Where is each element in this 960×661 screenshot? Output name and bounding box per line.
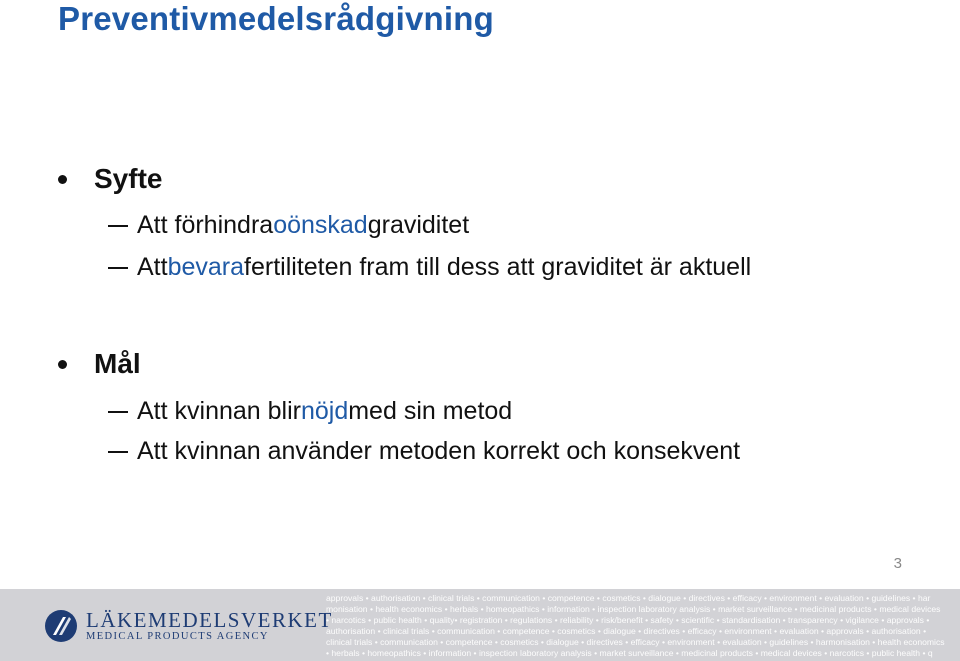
sub-item-text-after: med sin metod (348, 397, 513, 425)
sub-item-highlight: oönskad (273, 211, 368, 239)
bullet-mal (58, 348, 141, 380)
footer-keyword-line: • herbals • homeopathics • information • inspection laboratory analysis • market surveillance • medicinal products • medical devices • narcotics • public health • q (326, 648, 933, 658)
footer-bar (0, 589, 960, 661)
sub-item-text-before: Att (137, 253, 168, 281)
logo-name: LÄKEMEDELSVERKET (86, 608, 333, 632)
bullet-dot-icon (58, 360, 67, 369)
bullet-syfte (58, 163, 162, 195)
sub-item (108, 253, 751, 282)
sub-item-text-after: graviditet (367, 211, 470, 239)
footer-keyword-line: authorisation • clinical trials • communication • competence • cosmetics • dialogue • directives • efficacy • environment • evaluation • approvals • authorisation • (326, 626, 927, 636)
page-number: 3 (893, 555, 902, 572)
logo-subtitle: MEDICAL PRODUCTS AGENCY (86, 631, 269, 642)
sub-item (108, 211, 469, 240)
agency-logo (44, 609, 333, 643)
footer-keyword-line: • narcotics • public health • quality• registration • regulations • reliability • risk/benefit • safety • scientific • standardisation • transparency • vigilance • approvals • (326, 615, 930, 625)
sub-item-text-before: Att kvinnan blir (137, 397, 301, 425)
footer-keyword-line: clinical trials • communication • competence • cosmetics • dialogue • directives • efficacy • environment • evaluation • guidelines • harmonisation • health economics (326, 637, 945, 647)
bullet-heading: Mål (94, 348, 141, 379)
sub-item (108, 397, 512, 426)
sub-item-highlight: nöjd (300, 397, 349, 425)
dash-icon (108, 225, 128, 227)
footer-keyword-line: monisation • health economics • herbals • homeopathics • information • inspection laboratory analysis • market surveillance • medicinal products • medical devices (326, 604, 941, 614)
footer-keyword-line: approvals • authorisation • clinical trials • communication • competence • cosmetics • dialogue • directives • efficacy • environment • evaluation • guidelines • har (326, 593, 931, 603)
dash-icon (108, 411, 128, 413)
sub-item-text-before: Att kvinnan använder metoden korrekt och konsekvent (137, 437, 741, 465)
dash-icon (108, 267, 128, 269)
slide-title: Preventivmedelsrådgivning (58, 0, 494, 37)
dash-icon (108, 451, 128, 453)
footer-keyword-band (326, 593, 960, 659)
sub-item-text-before: Att förhindra (137, 211, 274, 239)
sub-item-highlight: bevara (167, 253, 245, 281)
sub-item-text-after: fertiliteten fram till dess att graviditet är aktuell (244, 253, 752, 281)
sub-item (108, 437, 740, 466)
bullet-heading: Syfte (94, 163, 163, 194)
agency-logo-icon (44, 609, 78, 643)
bullet-dot-icon (58, 175, 67, 184)
